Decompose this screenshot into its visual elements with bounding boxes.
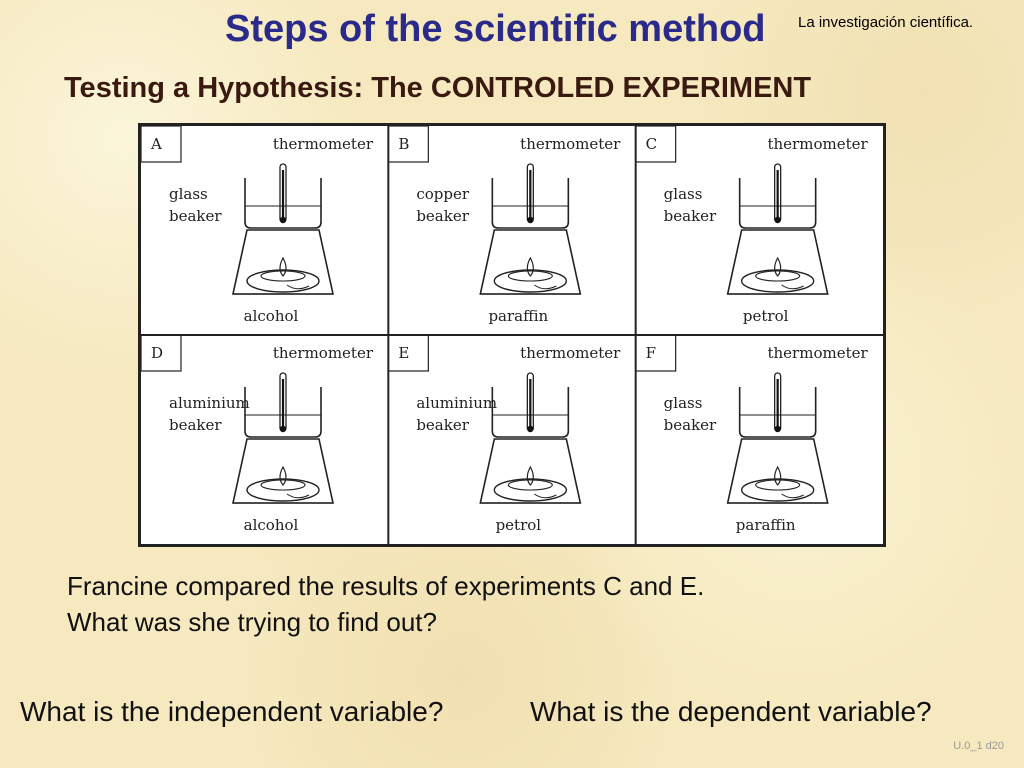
thermometer-bulb [774,217,780,223]
beaker-material-label: glass [169,185,208,203]
burner-wick [534,494,556,498]
slide-title: Steps of the scientific method [225,8,766,50]
thermometer-label: thermometer [272,344,373,362]
beaker-label: beaker [663,207,717,225]
experiment-panel-e [388,335,621,534]
fuel-label: alcohol [243,516,299,534]
flame-icon [775,258,781,276]
fuel-label: alcohol [243,307,299,325]
question-line-2: What was she trying to find out? [67,607,437,637]
question-block [67,568,704,640]
thermometer-label: thermometer [767,135,868,153]
thermometer-bulb [280,426,286,432]
flame-icon [280,258,286,276]
beaker-material-label: glass [663,394,703,412]
burner-wick [782,494,804,498]
beaker-material-label: copper [416,185,470,203]
experiment-panel-c [636,126,869,325]
burner-wick [534,285,556,289]
thermometer-bulb [280,217,286,223]
fuel-label: petrol [742,307,789,325]
burner-wick [782,285,804,289]
experiment-panel-b [388,126,621,325]
fuel-label: petrol [495,516,542,534]
experiment-letter: F [645,344,657,362]
experiment-grid [138,123,886,547]
beaker-material-label: glass [663,185,703,203]
experiment-panel-f [636,335,869,534]
experiment-diagram [141,126,883,544]
slide-number: U.0_1 d20 [953,740,1004,752]
experiment-letter: C [645,135,658,153]
thermometer-bulb [527,217,533,223]
beaker-material-label: aluminium [416,394,498,412]
fuel-label: paraffin [735,516,796,534]
flame-icon [527,467,533,485]
experiment-letter: B [398,135,410,153]
experiment-letter: E [398,344,410,362]
experiment-panel-a [141,126,374,325]
independent-variable-question: What is the independent variable? [20,696,444,727]
experiment-panel-d [141,335,374,534]
experiment-letter: A [151,135,162,153]
beaker-label: beaker [416,416,469,434]
beaker-label: beaker [416,207,469,225]
fuel-label: paraffin [488,307,549,325]
thermometer-label: thermometer [520,135,621,153]
thermometer-label: thermometer [520,344,621,362]
burner-wick [287,494,309,498]
beaker-label: beaker [663,416,717,434]
thermometer-label: thermometer [767,344,868,362]
beaker-label: beaker [169,207,222,225]
experiment-letter: D [151,344,164,362]
flame-icon [527,258,533,276]
question-line-1: Francine compared the results of experiments C and E. [67,571,705,601]
slide-subtitle: Testing a Hypothesis: The CONTROLED EXPERIMENT [64,72,812,104]
flame-icon [775,467,781,485]
burner-wick [287,285,309,289]
title-aside: La investigación científica. [798,14,974,31]
dependent-variable-question: What is the dependent variable? [530,696,932,727]
thermometer-label: thermometer [272,135,373,153]
beaker-label: beaker [169,416,222,434]
thermometer-bulb [774,426,780,432]
flame-icon [280,467,286,485]
beaker-material-label: aluminium [169,394,250,412]
thermometer-bulb [527,426,533,432]
